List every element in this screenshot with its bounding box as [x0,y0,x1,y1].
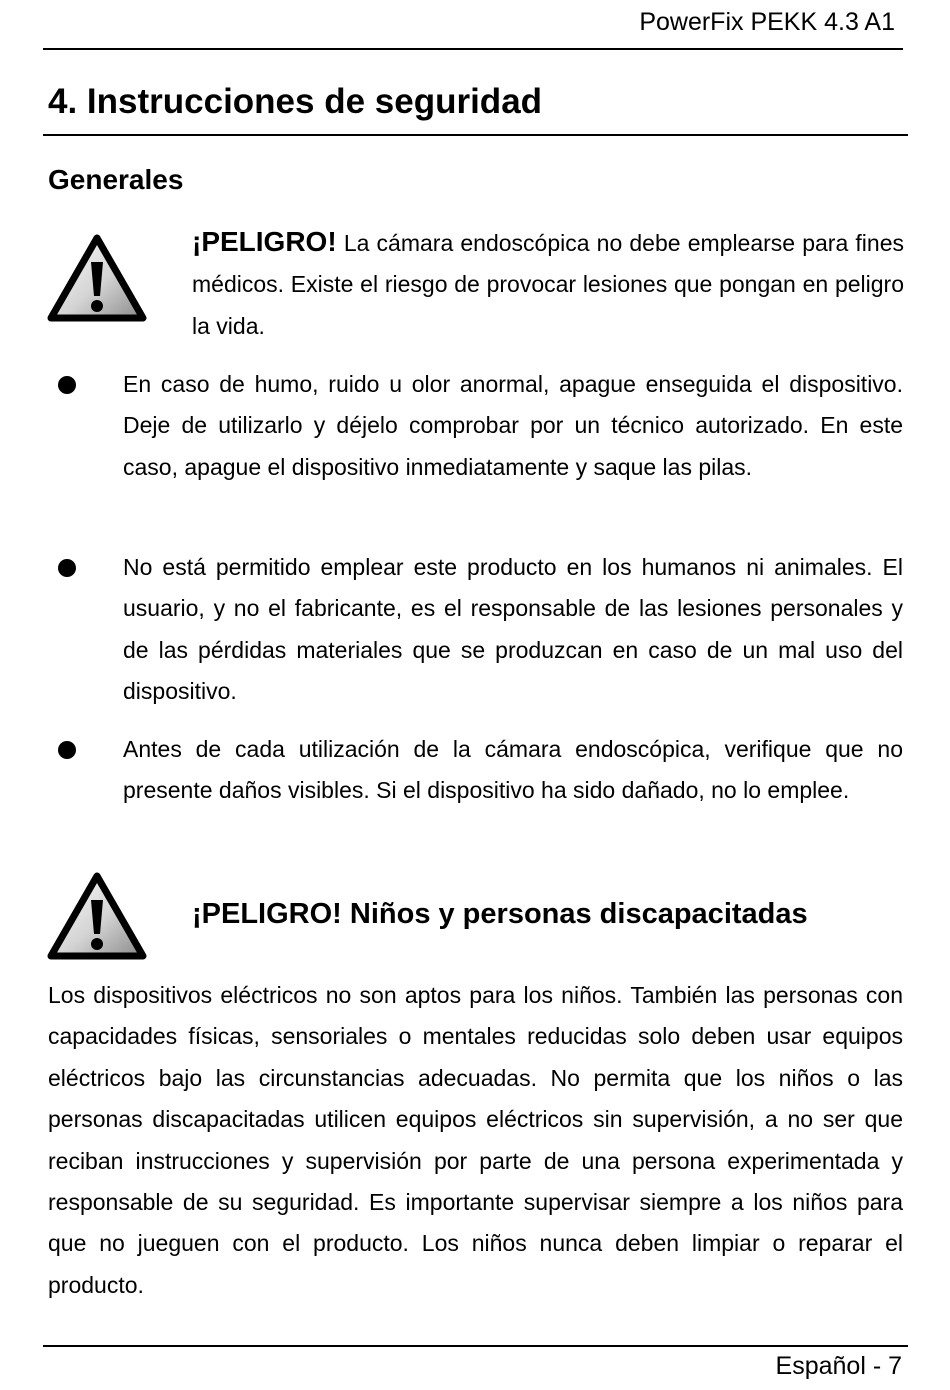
bullet-dot [58,376,76,394]
subsection-heading: Generales [48,164,184,195]
bullet-item-2: No está permitido emplear este producto en los humanos ni animales. El usuario, y no el fabricante, es el responsable de las lesiones personales y de las pérdidas materiales que se produzcan en caso de un mal uso del dispositivo. [123,554,903,705]
page-number: Español - 7 [775,1352,902,1380]
general-danger-paragraph [192,221,904,347]
bullet-dot [58,741,76,759]
section-title: 4. Instrucciones de seguridad [48,82,543,121]
header-rule [43,48,903,50]
bullet-item-3: Antes de cada utilización de la cámara endoscópica, verifique que no presente daños visibles. Si el dispositivo ha sido dañado, no lo emplee. [123,736,903,804]
bullet-item-1: En caso de humo, ruido u olor anormal, apague enseguida el dispositivo. Deje de utilizarlo y déjelo comprobar por un técnico autorizado. En este caso, apague el dispositivo inmediatamente y saque las pilas. [123,371,903,480]
warning-triangle-icon [47,872,147,962]
document-header-title: PowerFix PEKK 4.3 A1 [639,8,895,36]
section-title-rule [43,134,908,136]
danger-text: La cámara endoscópica no debe emplearse para fines médicos. Existe el riesgo de provocar lesiones que pongan en peligro la vida. [192,230,904,339]
children-danger-paragraph: Los dispositivos eléctricos no son aptos para los niños. También las personas con capacidades físicas, sensoriales o mentales reducidas solo deben usar equipos eléctricos bajo las circunstancias adecuadas. No permita que los niños o las personas discapacitadas utilicen equipos eléctricos sin supervisión, a no ser que reciban instrucciones y supervisión por parte de una persona experimentada y responsable de su seguridad. Es importante supervisar siempre a los niños para que no jueguen con el producto. Los niños nunca deben limpiar o reparar el producto. [48,982,903,1298]
bullet-dot [58,559,76,577]
footer-rule [43,1345,908,1347]
danger-label: ¡PELIGRO! [192,226,337,257]
warning-triangle-icon [47,234,147,324]
children-danger-heading: ¡PELIGRO! Niños y personas discapacitadas [192,898,808,930]
